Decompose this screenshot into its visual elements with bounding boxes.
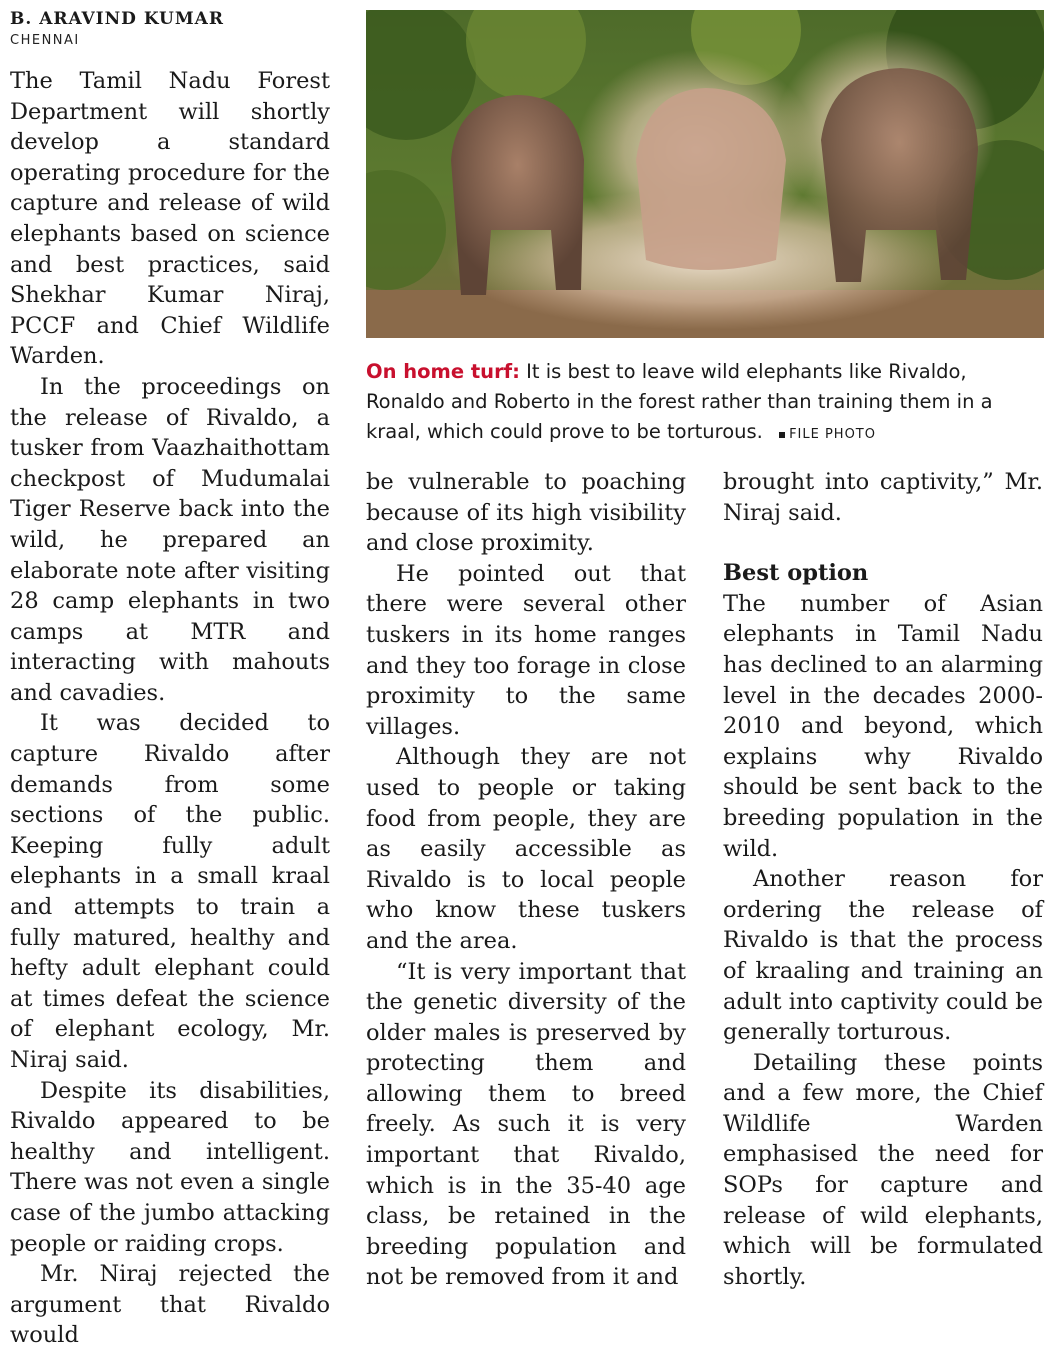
paragraph: be vulnerable to poaching because of its high visibility and close proximity. — [366, 469, 686, 557]
paragraph: Although they are not used to people or taking food from people, they are as easily accessible as Rivaldo is to local people who know these tuskers and the area. — [366, 744, 686, 954]
paragraph: Mr. Niraj rejected the argument that Rivaldo would — [10, 1261, 330, 1349]
paragraph: Another reason for ordering the release of Rivaldo is that the process of kraaling and training an adult into captivity could be generally torturous. — [723, 866, 1043, 1046]
paragraph: Despite its disabilities, Rivaldo appeared to be healthy and intelligent. There was not even a single case of the jumbo attacking people or raiding crops. — [10, 1077, 330, 1257]
photo-credit-text: FILE PHOTO — [789, 427, 876, 442]
caption-lead: On home turf: — [366, 360, 520, 383]
paragraph: The Tamil Nadu Forest Department will shortly develop a standard operating procedure for the capture and release of wild elephants based on science and best practices, said Shekhar Kumar Niraj, PCCF and Chief Wildlife Warden. — [10, 68, 330, 370]
paragraph: The number of Asian elephants in Tamil Nadu has declined to an alarming level in the decades 2000-2010 and beyond, which explains why Rivaldo should be sent back to the breeding population in the wild. — [723, 590, 1043, 862]
elephants-photo — [366, 10, 1044, 338]
author-name: B. ARAVIND KUMAR — [10, 9, 224, 29]
byline — [10, 8, 340, 50]
photo-credit — [779, 427, 876, 442]
subheading: Best option — [723, 560, 869, 587]
paragraph: It was decided to capture Rivaldo after demands from some sections of the public. Keeping fully adult elephants in a small kraal and attempts to train a fully matured, healthy and hefty adult elephant could at times defeat the science of elephant ecology, Mr. Niraj said. — [10, 710, 330, 1073]
photo-caption — [366, 357, 1044, 450]
paragraph: He pointed out that there were several other tuskers in its home ranges and they too forage in close proximity to the same villages. — [366, 560, 686, 740]
paragraph: Detailing these points and a few more, the Chief Wildlife Warden emphasised the need for SOPs for capture and release of wild elephants, which will be formulated shortly. — [723, 1049, 1043, 1290]
article-column-1 — [10, 66, 330, 1351]
dateline: CHENNAI — [10, 33, 80, 48]
caption-text: It is best to leave wild elephants like Rivaldo, Ronaldo and Roberto in the forest rather than training them in a kraal, which could prove to be torturous. — [366, 360, 993, 443]
paragraph: “It is very important that the genetic diversity of the older males is preserved by protecting them and allowing them to breed freely. As such it is very important that Rivaldo, which is in the 35-40 age class, be retained in the breeding population and not be removed from it and — [366, 958, 686, 1291]
bullet-icon — [779, 432, 785, 438]
article-column-2 — [366, 467, 686, 1293]
paragraph: In the proceedings on the release of Rivaldo, a tusker from Vaazhaithottam checkpost of Mudumalai Tiger Reserve back into the wild, he prepared an elaborate note after visiting 28 camp elephants in two camps at MTR and interacting with mahouts and cavadies. — [10, 373, 330, 706]
article-column-3 — [723, 467, 1043, 1292]
paragraph: brought into captivity,” Mr. Niraj said. — [723, 469, 1043, 526]
